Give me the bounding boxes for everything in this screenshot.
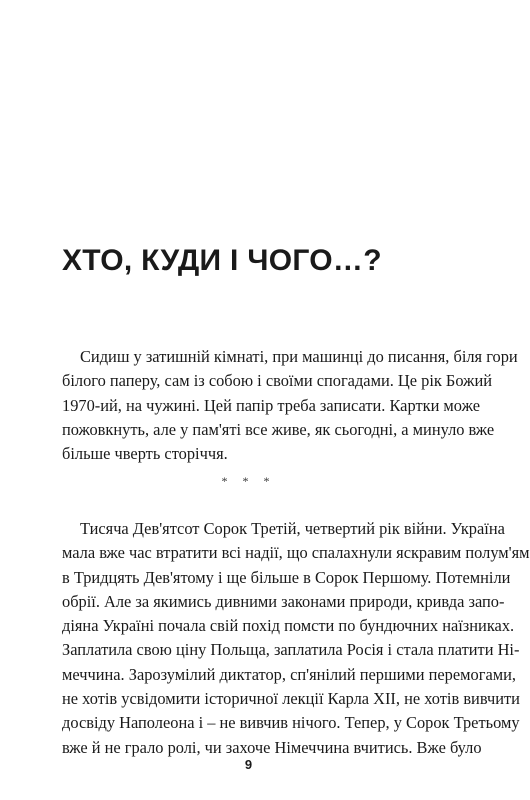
paragraph-line: Тисяча Дев'ятсот Сорок Третій, четвертий рік війни. Україна (80, 519, 505, 538)
paragraph-line: пожовкнуть, але у пам'яті все живе, як сьогодні, а минуло вже (62, 419, 495, 439)
chapter-title: ХТО, КУДИ І ЧОГО…? (62, 244, 382, 277)
body-paragraph (62, 517, 530, 760)
section-separator: * * * (221, 474, 276, 488)
paragraph-line: діяна Україні почала свій похід помсти по бундючних наїзниках. (62, 616, 515, 636)
paragraph-line: не хотів усвідомити історичної лекції Карла XII, не хотів вивчити (62, 689, 520, 709)
page-number: 9 (244, 757, 253, 772)
paragraph-line: обрії. Але за якимись дивними законами природи, кривда запо- (62, 591, 505, 611)
paragraph-line: меччина. Зарозумілий диктатор, сп'янілий першими перемогами, (62, 664, 516, 684)
paragraph-line: досвіду Наполеона і – не вивчив нічого. Тепер, у Сорок Третьому (62, 713, 520, 733)
paragraph-line: в Тридцять Дев'ятому і ще більше в Сорок Першому. Потемніли (62, 567, 511, 587)
paragraph-line: Сидиш у затишній кімнаті, при машинці до писання, біля гори (80, 347, 518, 366)
paragraph-line: 1970-ий, на чужині. Цей папір треба записати. Картки може (62, 395, 480, 415)
paragraph-line: вже й не грало ролі, чи захоче Німеччина вчитись. Вже було (62, 737, 482, 757)
paragraph-line: більше чверть сторіччя. (62, 444, 228, 464)
paragraph-line: мала вже час втратити всі надії, що спалахнули яскравим полум'ям (62, 543, 530, 563)
paragraph-line: Заплатила свою ціну Польща, заплатила Росія і стала платити Ні- (62, 640, 520, 660)
opening-paragraph (62, 345, 518, 466)
paragraph-line: білого паперу, сам із собою і своїми спогадами. Це рік Божий (62, 371, 492, 391)
